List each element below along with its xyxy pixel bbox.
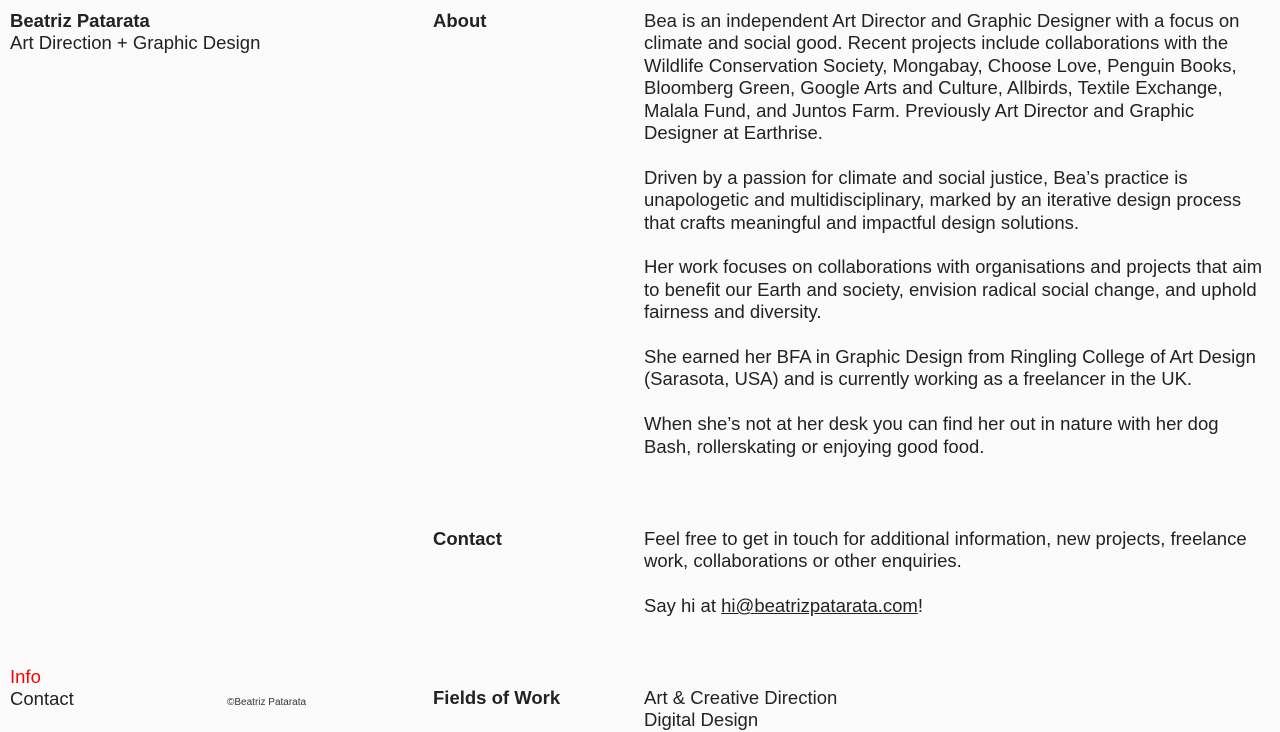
- site-tagline: Art Direction + Graphic Design: [10, 32, 261, 54]
- contact-say-hi: [644, 595, 1270, 617]
- site-header: [10, 10, 260, 55]
- site-name[interactable]: Beatriz Patarata: [10, 10, 150, 31]
- field-item: Digital Design: [644, 709, 759, 731]
- fields-list: [644, 687, 1270, 732]
- copyright: ©Beatriz Patarata: [227, 697, 307, 708]
- say-hi-suffix: !: [917, 595, 923, 617]
- say-hi-prefix: Say hi at: [644, 595, 722, 617]
- about-paragraph: When she’s not at her desk you can find her out in nature with her dog Bash, rollerskating or enjoying good food.: [644, 413, 1219, 457]
- main-nav: [10, 666, 74, 711]
- about-paragraph: She earned her BFA in Graphic Design from Ringling College of Art Design (Sarasota, USA) and is currently working as a freelancer in the UK.: [644, 346, 1256, 390]
- about-content: [644, 10, 1270, 480]
- nav-contact[interactable]: Contact: [10, 688, 74, 710]
- about-paragraph: Bea is an independent Art Director and Graphic Designer with a focus on climate and social good. Recent projects include collaborations with the Wildlife Conservation Society, Mongabay, Choose Love, Penguin Books, Bloomberg Green, Google Arts and Culture, Allbirds, Textile Exchange, Malala Fund, and Juntos Farm. Previously Art Director and Graphic Designer at Earthrise.: [644, 10, 1240, 144]
- email-link[interactable]: hi@beatrizpatarata.com: [721, 595, 918, 617]
- contact-intro: Feel free to get in touch for additional information, new projects, freelance work, collaborations or other enquiries.: [644, 528, 1247, 572]
- contact-content: [644, 528, 1270, 640]
- field-item: Art & Creative Direction: [644, 687, 838, 708]
- about-paragraph: Driven by a passion for climate and social justice, Bea’s practice is unapologetic and multidisciplinary, marked by an iterative design process that crafts meaningful and impactful design solutions.: [644, 166, 1242, 233]
- about-label: About: [433, 10, 487, 31]
- about-paragraph: Her work focuses on collaborations with organisations and projects that aim to benefit our Earth and society, envision radical social change, and uphold fairness and diversity.: [644, 256, 1263, 323]
- contact-label: Contact: [433, 528, 502, 549]
- fields-label: Fields of Work: [433, 687, 561, 708]
- nav-info[interactable]: Info: [10, 666, 41, 687]
